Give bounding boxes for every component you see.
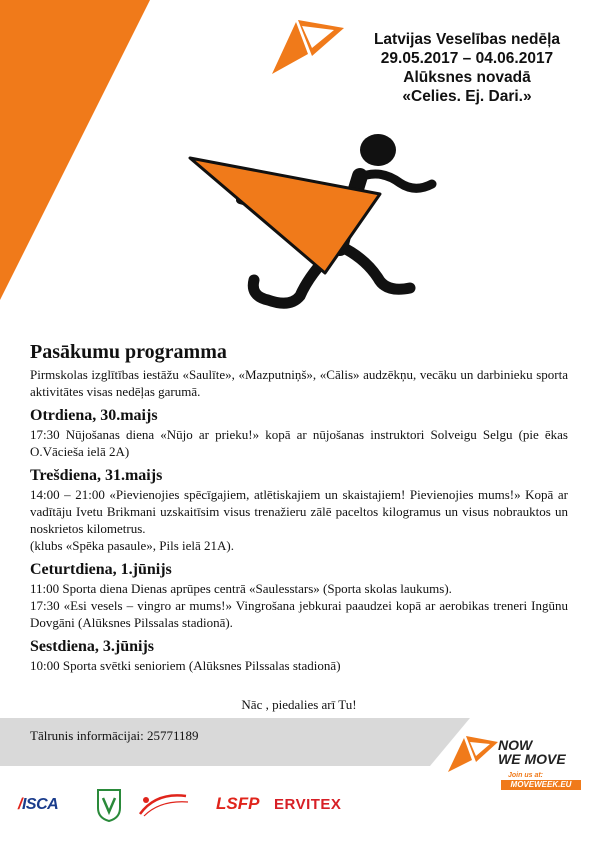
orange-corner-triangle (0, 0, 170, 300)
now-we-move-arrow-icon (446, 732, 500, 776)
isca-text: ISCA (21, 796, 59, 813)
event-header (352, 30, 582, 106)
runner-illustration (150, 128, 450, 328)
event-text: 11:00 Sporta diena Dienas aprūpes centrā «Saulesstars» (Sporta skolas laukums). (30, 581, 452, 596)
moveweek-logo-icon (268, 12, 348, 82)
day-heading: Otrdiena, 30.maijs (30, 407, 158, 424)
now-we-move-line1: NOW (498, 737, 533, 753)
vesels-sportam-logo-icon (136, 790, 192, 820)
day-block (30, 466, 568, 554)
event-text: 17:30 «Esi vesels – vingro ar mums!» Vingrošana jebkurai paaudzei kopā ar aerobikas treneri Ingūnu Dovgāni (Alūksnes Pilssalas stadionā). (30, 598, 568, 630)
event-location: (klubs «Spēka pasaule», Pils ielā 21A). (30, 538, 234, 553)
closing-invitation: Nāc , piedalies arī Tu! (241, 697, 357, 712)
program-section (30, 340, 568, 713)
event-text: 17:30 Nūjošanas diena «Nūjo ar prieku!» kopā ar nūjošanas instruktori Solveigu Selgu (pie ēkas O.Vācieša ielā 2A) (30, 427, 568, 459)
header-line-dates: 29.05.2017 – 04.06.2017 (380, 50, 554, 67)
join-us-label: Join us at: (508, 772, 544, 779)
program-intro: Pirmskolas izglītības iestāžu «Saulīte», «Mazputniņš», «Cālis» audzēkņu, vecāku un darbinieku sporta aktivitātes visas nedēļas garumā. (30, 367, 568, 399)
day-block (30, 406, 568, 460)
header-line-region: Alūksnes novadā (403, 69, 531, 86)
day-heading: Trešdiena, 31.maijs (30, 467, 163, 484)
moveweek-url: MOVEWEEK.EU (501, 780, 581, 790)
lsfp-logo: LSFP (216, 794, 260, 813)
now-we-move-logo (446, 728, 596, 798)
now-we-move-line2: WE MOVE (498, 751, 566, 767)
ervitex-logo: ERVITEX (274, 796, 342, 813)
lssa-emblem-icon (96, 788, 122, 822)
header-line-slogan: «Celies. Ej. Dari.» (402, 88, 532, 105)
day-block (30, 560, 568, 631)
isca-logo: /ISCA (18, 796, 59, 813)
event-text: 10:00 Sporta svētki senioriem (Alūksnes Pilssalas stadionā) (30, 658, 341, 673)
day-block (30, 637, 568, 674)
contact-phone: Tālrunis informācijai: 25771189 (30, 728, 199, 743)
sponsor-logos (18, 786, 438, 826)
header-line-title: Latvijas Veselības nedēļa (373, 31, 561, 48)
event-text: 14:00 – 21:00 «Pievienojies spēcīgajiem, atlētiskajiem un skaistajiem! Pievienojies mums!» Kopā ar vadītāju Ivetu Brikmani uzskaitīsim visus trenažieru zālē paceltos kilogramus un visus nobrauktos un noskrietos kilometrus. (30, 487, 568, 536)
day-heading: Sestdiena, 3.jūnijs (30, 638, 155, 655)
program-title: Pasākumu programma (30, 341, 227, 363)
day-heading: Ceturtdiena, 1.jūnijs (30, 561, 172, 578)
